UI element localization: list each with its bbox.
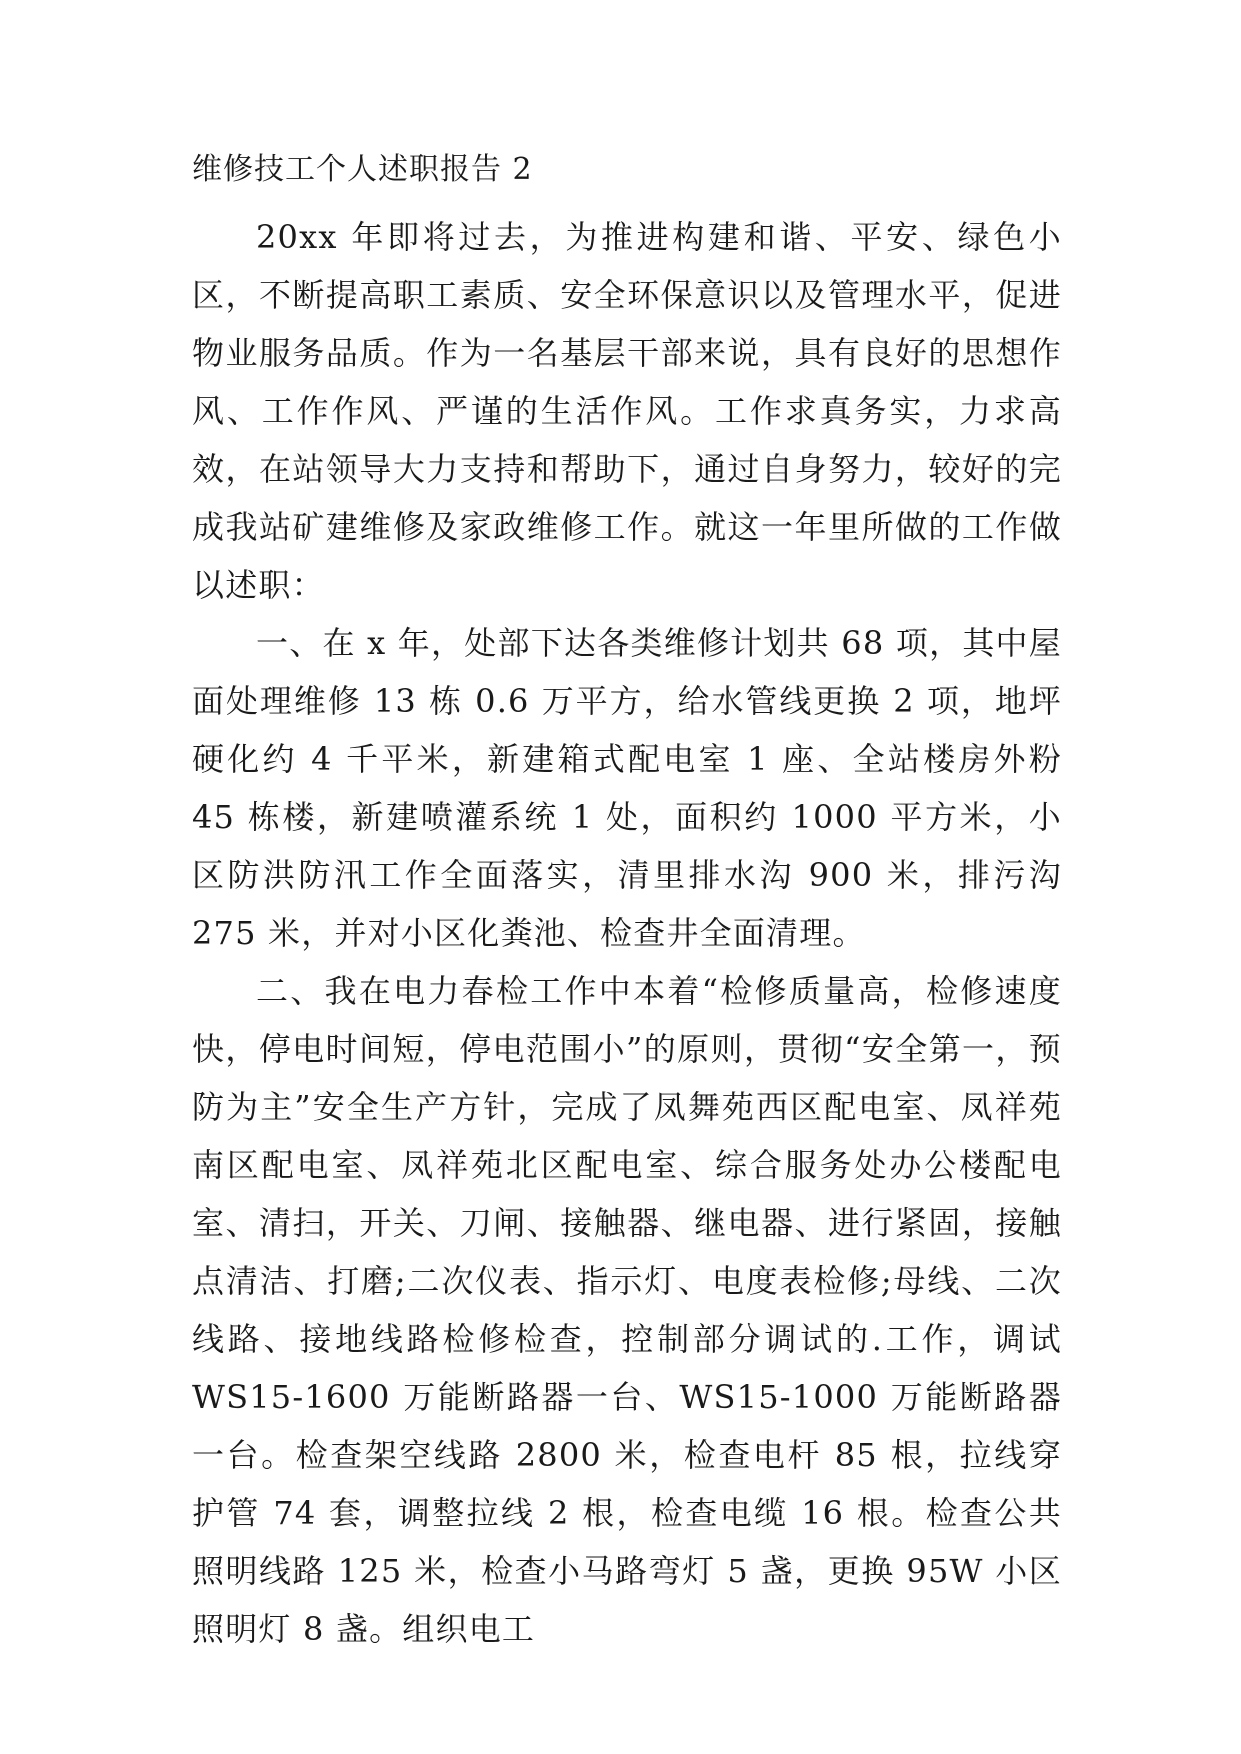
- document-page: [192, 150, 1062, 1658]
- paragraph-section-two: 二、我在电力春检工作中本着“检修质量高，检修速度快，停电时间短，停电范围小”的原则，贯彻“安全第一，预防为主”安全生产方针，完成了凤舞苑西区配电室、凤祥苑南区配电室、凤祥苑北区配电室、综合服务处办公楼配电室、清扫，开关、刀闸、接触器、继电器、进行紧固，接触点清洁、打磨;二次仪表、指示灯、电度表检修;母线、二次线路、接地线路检修检查，控制部分调试的.工作，调试 WS15-1600 万能断路器一台、WS15-1000 万能断路器一台。检查架空线路 2800 米，检查电杆 85 根，拉线穿护管 74 套，调整拉线 2 根，检查电缆 16 根。检查公共照明线路 125 米，检查小马路弯灯 5 盏，更换 95W 小区照明灯 8 盏。组织电工: [192, 972, 1062, 1648]
- document-title: 维修技工个人述职报告 2: [192, 152, 533, 187]
- paragraph-intro: 20xx 年即将过去，为推进构建和谐、平安、绿色小区，不断提高职工素质、安全环保意识以及管理水平，促进物业服务品质。作为一名基层干部来说，具有良好的思想作风、工作作风、严谨的生活作风。工作求真务实，力求高效，在站领导大力支持和帮助下，通过自身努力，较好的完成我站矿建维修及家政维修工作。就这一年里所做的工作做以述职：: [192, 218, 1062, 604]
- paragraph-section-one: 一、在 x 年，处部下达各类维修计划共 68 项，其中屋面处理维修 13 栋 0.6 万平方，给水管线更换 2 项，地坪硬化约 4 千平米，新建箱式配电室 1 座、全站楼房外粉 45 栋楼，新建喷灌系统 1 处，面积约 1000 平方米，小区防洪防汛工作全面落实，清里排水沟 900 米，排污沟 275 米，并对小区化粪池、检查井全面清理。: [192, 624, 1062, 952]
